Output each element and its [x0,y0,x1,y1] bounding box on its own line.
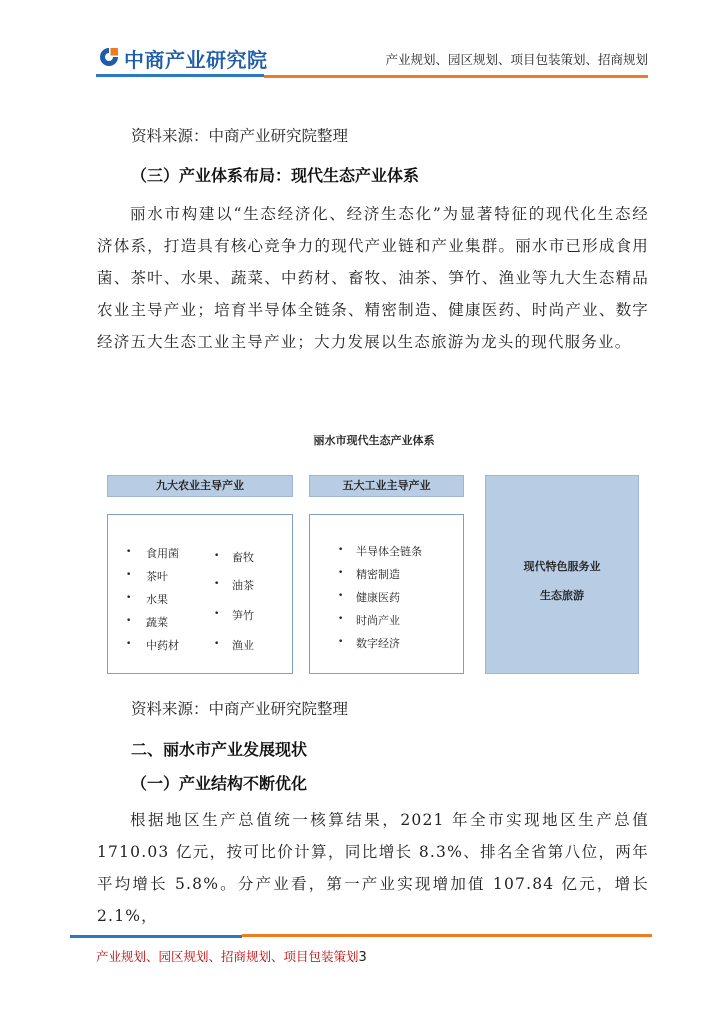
page-header [0,0,724,82]
industry-item: 半导体全链条 [356,545,422,558]
header-tagline: 产业规划、园区规划、项目包装策划、招商规划 [385,52,648,67]
footer-divider-orange [242,934,652,937]
industry-item: 健康医药 [356,591,400,604]
footer-tagline: 产业规划、园区规划、招商规划、项目包装策划 [96,949,359,964]
industry-item: 数字经济 [356,637,400,650]
page-number: 3 [358,950,367,965]
bullet-icon: • [126,616,132,626]
bullet-icon: • [126,639,132,649]
agri-item: 中药材 [146,639,179,652]
bullet-icon: • [214,579,220,589]
bullet-icon: • [126,570,132,580]
bullet-icon: • [338,614,344,624]
industry-box [309,514,464,674]
section-heading: （三）产业体系布局：现代生态产业体系 [131,166,420,185]
bullet-icon: • [338,568,344,578]
bullet-icon: • [214,609,220,619]
page-footer [96,947,367,965]
agri-item: 食用菌 [146,547,179,560]
agri-item: 畜牧 [232,551,254,564]
agri-item: 渔业 [232,639,254,652]
agri-item: 笋竹 [232,609,254,622]
section-heading: （一）产业结构不断优化 [131,774,308,793]
bullet-icon: • [214,551,220,561]
service-title: 现代特色服务业 [523,560,601,573]
agri-item: 蔬菜 [146,616,168,629]
header-divider-blue [96,74,264,77]
agri-header: 九大农业主导产业 [107,475,293,497]
service-item: 生态旅游 [540,589,584,602]
logo-text: 中商产业研究院 [124,48,268,72]
agri-item: 茶叶 [146,570,168,583]
body-paragraph: 根据地区生产总值统一核算结果，2021 年全市实现地区生产总值1710.03 亿元，按可比价计算，同比增长 8.3%、排名全省第八位，两年平均增长 5.8%。分产业看，第一产业实现增加值 107.84 亿元，增长 2.1%， [97,811,649,925]
industry-header: 五大工业主导产业 [309,475,464,497]
footer-divider-blue [70,935,242,938]
agri-item: 水果 [146,593,168,606]
body-paragraph: 丽水市构建以“生态经济化、经济生态化”为显著特征的现代化生态经济体系，打造具有核心竞争力的现代产业链和产业集群。丽水市已形成食用菌、茶叶、水果、蔬菜、中药材、畜牧、油茶、笋竹、渔业等九大生态精品农业主导产业；培育半导体全链条、精密制造、健康医药、时尚产业、数字经济五大生态工业主导产业；大力发展以生态旅游为龙头的现代服务业。 [97,205,649,351]
bullet-icon: • [338,591,344,601]
diagram-title: 丽水市现代生态产业体系 [313,434,435,447]
bullet-icon: • [214,639,220,649]
industry-system-diagram [107,432,641,678]
bullet-icon: • [338,545,344,555]
agri-item: 油茶 [232,579,254,592]
industry-item: 精密制造 [356,568,400,581]
service-box [485,475,639,674]
bullet-icon: • [338,637,344,647]
header-divider-orange [264,75,648,78]
bullet-icon: • [126,547,132,557]
industry-item: 时尚产业 [356,614,400,627]
source-note: 资料来源：中商产业研究院整理 [131,127,349,145]
source-note: 资料来源：中商产业研究院整理 [131,700,349,718]
company-logo [98,44,288,74]
chapter-heading: 二、丽水市产业发展现状 [131,740,308,759]
bullet-icon: • [126,593,132,603]
logo-icon [98,46,120,68]
agri-box [107,514,293,674]
